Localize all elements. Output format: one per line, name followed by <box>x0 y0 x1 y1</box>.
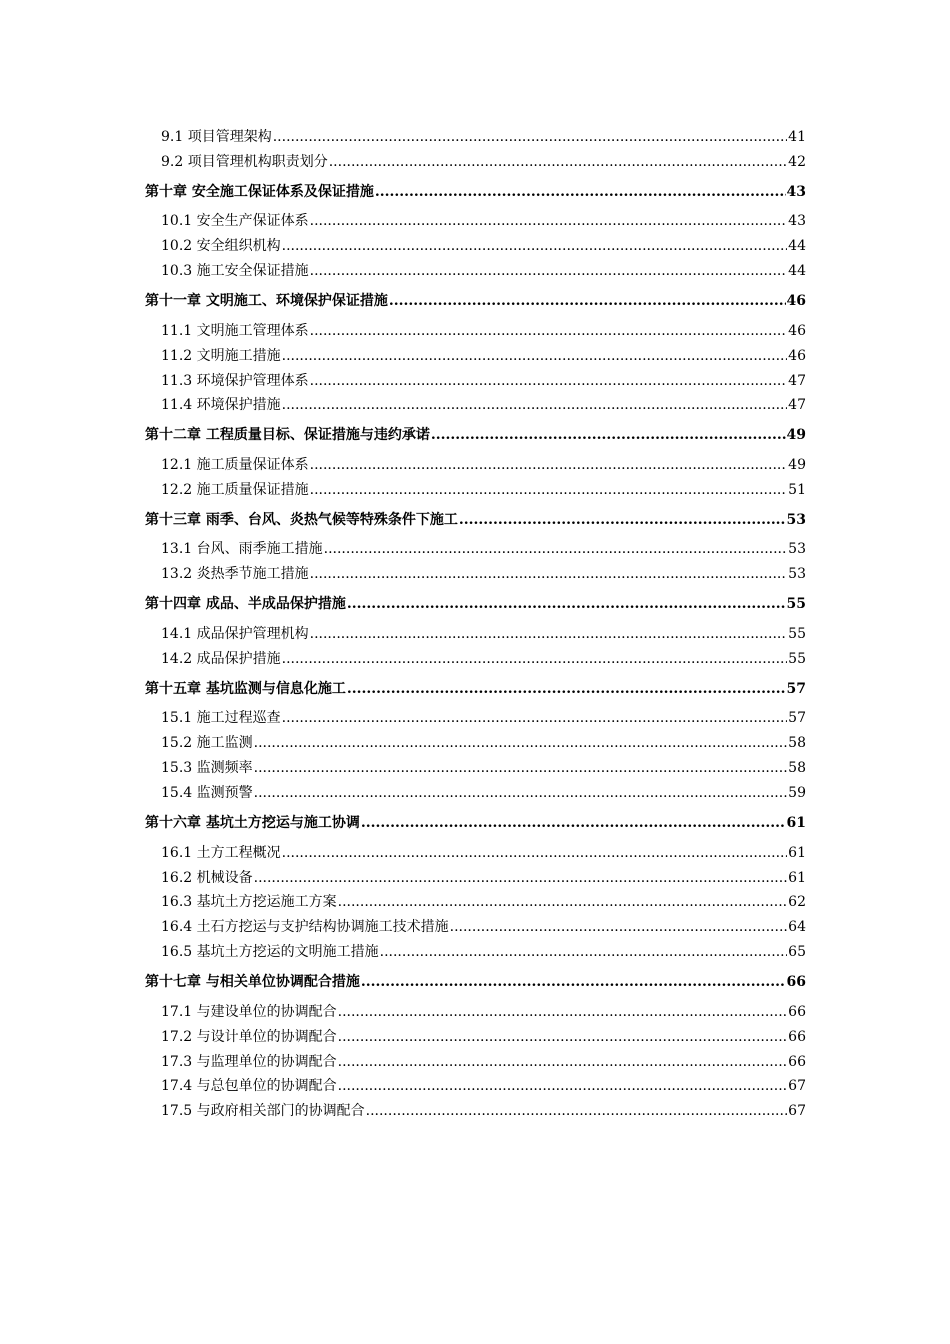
toc-page-number: 67 <box>788 1103 806 1120</box>
toc-chapter-entry[interactable] <box>145 289 806 314</box>
toc-page-number: 55 <box>786 596 806 613</box>
toc-chapter-entry[interactable] <box>145 970 806 995</box>
toc-dot-leader <box>282 393 788 418</box>
toc-chapter-entry[interactable] <box>145 423 806 448</box>
toc-entry-title: 第十章 安全施工保证体系及保证措施 <box>145 180 375 205</box>
toc-entry-title: 第十五章 基坑监测与信息化施工 <box>145 677 347 702</box>
toc-dot-leader <box>310 562 788 587</box>
toc-entry-title: 17.2 与设计单位的协调配合 <box>161 1025 338 1050</box>
toc-entry-title: 15.1 施工过程巡查 <box>161 706 282 731</box>
toc-section-entry[interactable] <box>145 647 806 672</box>
toc-entry-title: 17.5 与政府相关部门的协调配合 <box>161 1099 366 1124</box>
toc-section-entry[interactable] <box>145 1050 806 1075</box>
toc-dot-leader <box>310 478 788 503</box>
toc-section-entry[interactable] <box>145 781 806 806</box>
toc-section-entry[interactable] <box>145 940 806 965</box>
toc-entry-title: 14.1 成品保护管理机构 <box>161 622 310 647</box>
toc-dot-leader <box>310 259 788 284</box>
toc-dot-leader <box>282 344 788 369</box>
toc-section-entry[interactable] <box>145 731 806 756</box>
toc-page-number: 64 <box>788 919 806 936</box>
toc-entry-title: 12.1 施工质量保证体系 <box>161 453 310 478</box>
toc-dot-leader <box>282 706 788 731</box>
toc-entry-title: 11.2 文明施工措施 <box>161 344 282 369</box>
toc-chapter-entry[interactable] <box>145 508 806 533</box>
toc-page-number: 61 <box>788 869 806 886</box>
toc-dot-leader <box>347 677 786 702</box>
toc-section-entry[interactable] <box>145 841 806 866</box>
toc-page-number: 58 <box>788 760 806 777</box>
toc-dot-leader <box>338 1074 788 1099</box>
toc-page-number: 49 <box>786 427 806 444</box>
toc-page-number: 62 <box>788 894 806 911</box>
toc-dot-leader <box>324 537 788 562</box>
toc-dot-leader <box>310 622 788 647</box>
toc-page-number: 57 <box>788 710 806 727</box>
toc-entry-title: 11.3 环境保护管理体系 <box>161 369 310 394</box>
toc-section-entry[interactable] <box>145 866 806 891</box>
toc-page-number: 44 <box>788 238 806 255</box>
toc-section-entry[interactable] <box>145 756 806 781</box>
toc-page-number: 43 <box>786 183 806 200</box>
toc-dot-leader <box>282 647 788 672</box>
toc-entry-title: 第十四章 成品、半成品保护措施 <box>145 592 347 617</box>
toc-page-number: 61 <box>788 844 806 861</box>
toc-dot-leader <box>431 423 786 448</box>
toc-page-number: 46 <box>788 322 806 339</box>
toc-entry-title: 16.5 基坑土方挖运的文明施工措施 <box>161 940 380 965</box>
toc-chapter-entry[interactable] <box>145 811 806 836</box>
toc-chapter-entry[interactable] <box>145 180 806 205</box>
toc-dot-leader <box>310 453 788 478</box>
toc-dot-leader <box>254 756 788 781</box>
toc-section-entry[interactable] <box>145 1074 806 1099</box>
toc-page-number: 66 <box>788 1028 806 1045</box>
toc-page-number: 66 <box>788 1003 806 1020</box>
toc-page-number: 43 <box>788 213 806 230</box>
toc-page-number: 46 <box>788 347 806 364</box>
toc-section-entry[interactable] <box>145 706 806 731</box>
toc-dot-leader <box>310 369 788 394</box>
table-of-contents <box>145 125 806 1124</box>
toc-section-entry[interactable] <box>145 150 806 175</box>
toc-section-entry[interactable] <box>145 622 806 647</box>
toc-entry-title: 17.3 与监理单位的协调配合 <box>161 1050 338 1075</box>
toc-entry-title: 17.1 与建设单位的协调配合 <box>161 1000 338 1025</box>
toc-page-number: 66 <box>788 1053 806 1070</box>
toc-dot-leader <box>273 125 787 150</box>
toc-entry-title: 16.3 基坑土方挖运施工方案 <box>161 890 338 915</box>
toc-dot-leader <box>254 866 788 891</box>
toc-page-number: 58 <box>788 735 806 752</box>
toc-section-entry[interactable] <box>145 1000 806 1025</box>
toc-dot-leader <box>338 1000 788 1025</box>
toc-chapter-entry[interactable] <box>145 592 806 617</box>
toc-entry-title: 第十三章 雨季、台风、炎热气候等特殊条件下施工 <box>145 508 459 533</box>
toc-entry-title: 16.1 土方工程概况 <box>161 841 282 866</box>
toc-page-number: 59 <box>788 785 806 802</box>
toc-dot-leader <box>282 841 788 866</box>
toc-entry-title: 15.4 监测预警 <box>161 781 254 806</box>
toc-section-entry[interactable] <box>145 393 806 418</box>
toc-section-entry[interactable] <box>145 259 806 284</box>
toc-page-number: 47 <box>788 397 806 414</box>
toc-entry-title: 17.4 与总包单位的协调配合 <box>161 1074 338 1099</box>
toc-entry-title: 13.1 台风、雨季施工措施 <box>161 537 324 562</box>
toc-page-number: 51 <box>788 481 806 498</box>
toc-dot-leader <box>347 592 786 617</box>
toc-dot-leader <box>380 940 788 965</box>
toc-section-entry[interactable] <box>145 319 806 344</box>
toc-section-entry[interactable] <box>145 209 806 234</box>
toc-entry-title: 15.2 施工监测 <box>161 731 254 756</box>
toc-section-entry[interactable] <box>145 125 806 150</box>
toc-entry-title: 10.3 施工安全保证措施 <box>161 259 310 284</box>
toc-entry-title: 16.2 机械设备 <box>161 866 254 891</box>
toc-dot-leader <box>254 731 788 756</box>
toc-page-number: 49 <box>788 457 806 474</box>
toc-dot-leader <box>329 150 787 175</box>
toc-section-entry[interactable] <box>145 478 806 503</box>
toc-dot-leader <box>389 289 786 314</box>
toc-entry-title: 9.1 项目管理架构 <box>161 125 273 150</box>
toc-dot-leader <box>375 180 786 205</box>
toc-entry-title: 14.2 成品保护措施 <box>161 647 282 672</box>
toc-entry-title: 11.1 文明施工管理体系 <box>161 319 310 344</box>
toc-dot-leader <box>338 1050 788 1075</box>
toc-dot-leader <box>366 1099 788 1124</box>
toc-entry-title: 9.2 项目管理机构职责划分 <box>161 150 329 175</box>
toc-section-entry[interactable] <box>145 1025 806 1050</box>
toc-section-entry[interactable] <box>145 915 806 940</box>
toc-dot-leader <box>254 781 788 806</box>
toc-dot-leader <box>338 890 788 915</box>
toc-page-number: 42 <box>788 153 806 170</box>
toc-page-number: 53 <box>786 511 806 528</box>
toc-entry-title: 13.2 炎热季节施工措施 <box>161 562 310 587</box>
toc-section-entry[interactable] <box>145 234 806 259</box>
toc-entry-title: 第十一章 文明施工、环境保护保证措施 <box>145 289 389 314</box>
toc-page-number: 44 <box>788 263 806 280</box>
toc-page-number: 46 <box>786 293 806 310</box>
toc-entry-title: 15.3 监测频率 <box>161 756 254 781</box>
toc-section-entry[interactable] <box>145 453 806 478</box>
toc-dot-leader <box>310 319 788 344</box>
toc-entry-title: 16.4 土石方挖运与支护结构协调施工技术措施 <box>161 915 450 940</box>
toc-page-number: 61 <box>786 814 806 831</box>
toc-page-number: 67 <box>788 1078 806 1095</box>
toc-dot-leader <box>338 1025 788 1050</box>
toc-entry-title: 第十二章 工程质量目标、保证措施与违约承诺 <box>145 423 431 448</box>
toc-entry-title: 第十六章 基坑土方挖运与施工协调 <box>145 811 361 836</box>
toc-entry-title: 10.2 安全组织机构 <box>161 234 282 259</box>
toc-entry-title: 第十七章 与相关单位协调配合措施 <box>145 970 361 995</box>
toc-entry-title: 10.1 安全生产保证体系 <box>161 209 310 234</box>
toc-entry-title: 12.2 施工质量保证措施 <box>161 478 310 503</box>
toc-page-number: 53 <box>788 541 806 558</box>
toc-dot-leader <box>450 915 788 940</box>
toc-chapter-entry[interactable] <box>145 677 806 702</box>
toc-page-number: 55 <box>788 625 806 642</box>
toc-entry-title: 11.4 环境保护措施 <box>161 393 282 418</box>
toc-dot-leader <box>361 811 786 836</box>
toc-page-number: 55 <box>788 650 806 667</box>
toc-dot-leader <box>282 234 788 259</box>
toc-dot-leader <box>361 970 786 995</box>
toc-section-entry[interactable] <box>145 369 806 394</box>
toc-section-entry[interactable] <box>145 537 806 562</box>
toc-page-number: 53 <box>788 566 806 583</box>
toc-dot-leader <box>310 209 788 234</box>
toc-page-number: 57 <box>786 680 806 697</box>
toc-section-entry[interactable] <box>145 562 806 587</box>
toc-dot-leader <box>459 508 786 533</box>
toc-page-number: 66 <box>786 973 806 990</box>
toc-section-entry[interactable] <box>145 1099 806 1124</box>
toc-section-entry[interactable] <box>145 890 806 915</box>
toc-page-number: 41 <box>788 129 806 145</box>
toc-page-number: 65 <box>788 944 806 961</box>
toc-page-number: 47 <box>788 372 806 389</box>
toc-section-entry[interactable] <box>145 344 806 369</box>
